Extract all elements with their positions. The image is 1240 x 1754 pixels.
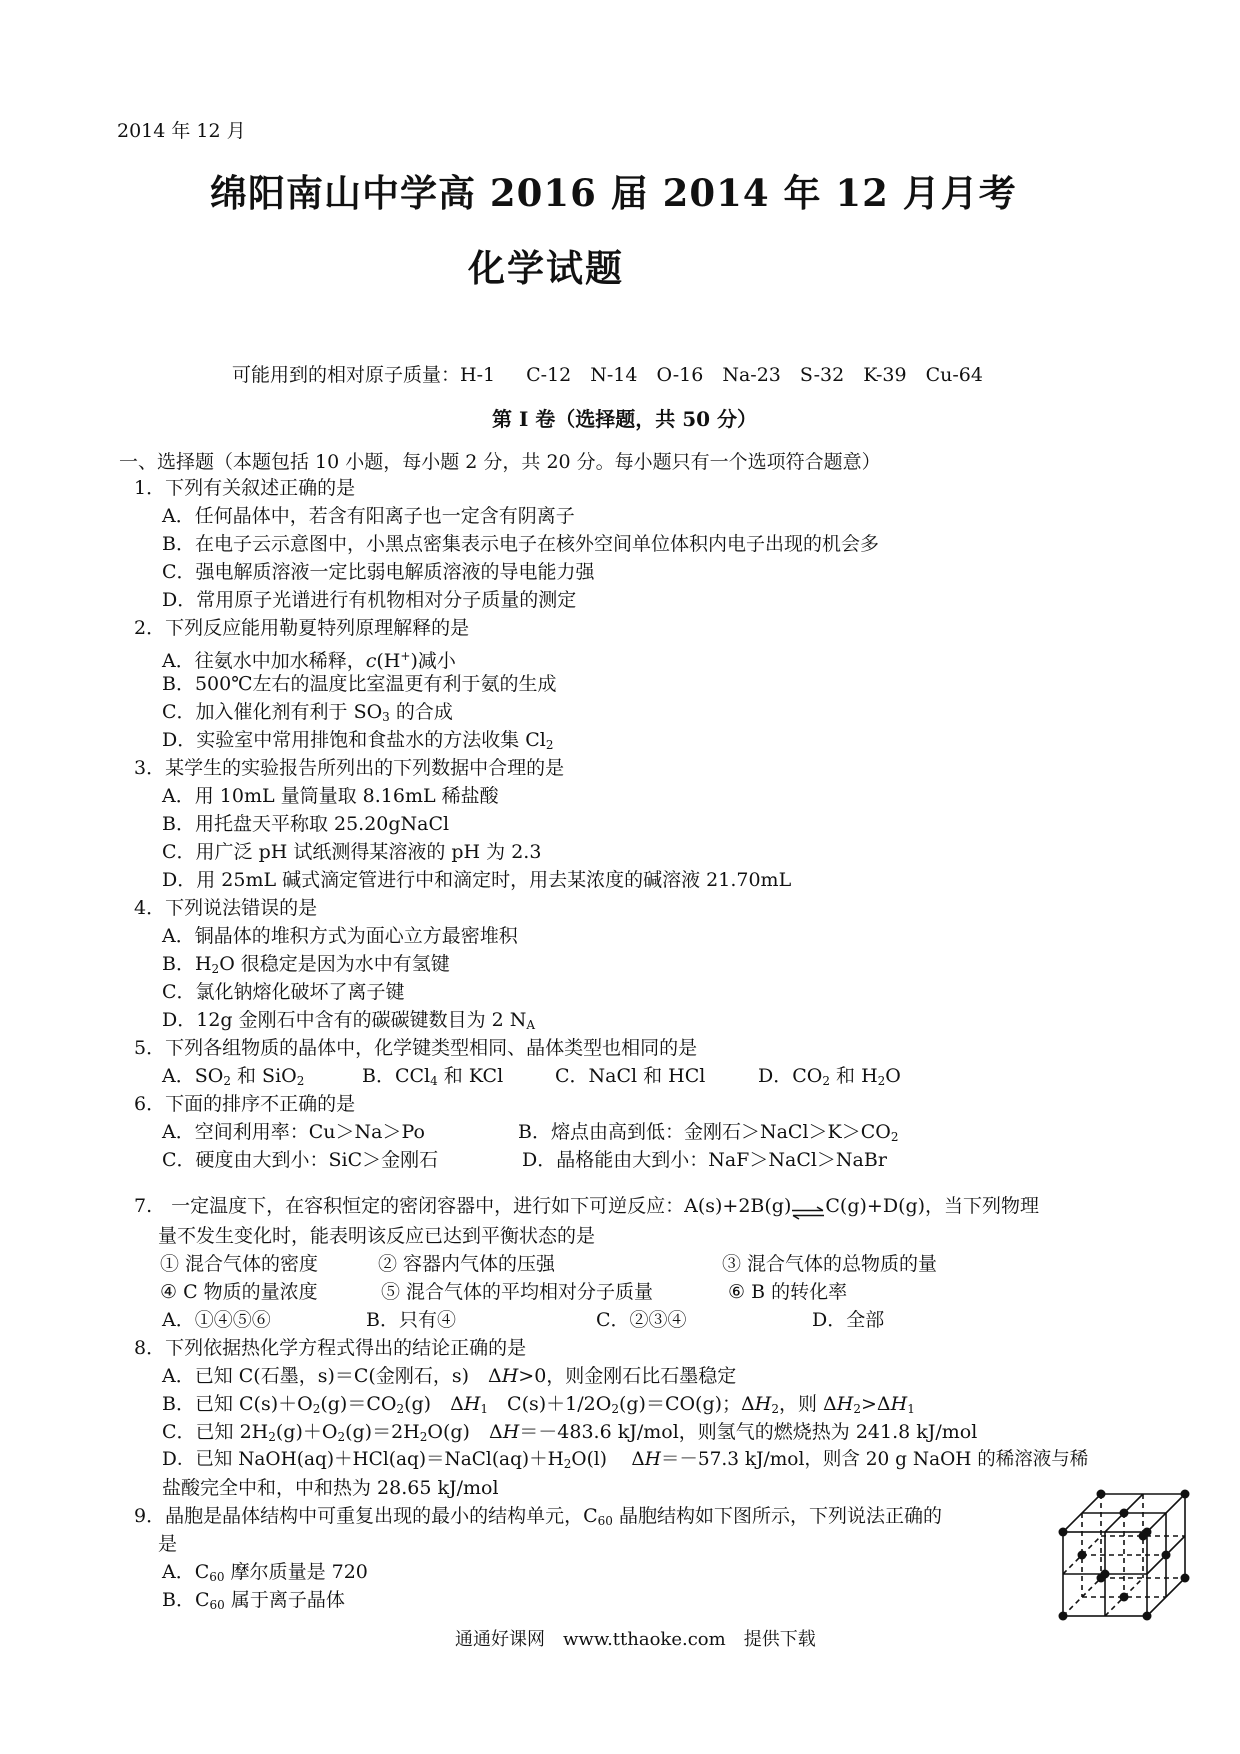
exam-title: 绵阳南山中学高 2016 届 2014 年 12 月月考 <box>210 171 1017 215</box>
section-one-heading: 一、选择题（本题包括 10 小题，每小题 2 分，共 20 分。每小题只有一个选项符合题意） <box>119 451 881 473</box>
exam-subject: 化学试题 <box>468 246 624 290</box>
q3-option-a: A．用 10mL 量筒量取 8.16mL 稀盐酸 <box>162 785 499 807</box>
q6-option-a: A．空间利用率：Cu＞Na＞Po <box>162 1121 425 1143</box>
atomic-masses: 可能用到的相对原子质量：H-1 C-12 N-14 O-16 Na-23 S-32 K-39 Cu-64 <box>232 364 983 386</box>
q6-option-d: D．晶格能由大到小：NaF＞NaCl＞NaBr <box>522 1149 887 1171</box>
q7-condition-5: ⑤ 混合气体的平均相对分子质量 <box>381 1281 654 1303</box>
q2-option-c: C．加入催化剂有利于 $SO_3$ 的合成 <box>162 701 453 724</box>
q3-option-d: D．用 25mL 碱式滴定管进行中和滴定时，用去某浓度的碱溶液 21.70mL <box>162 869 792 891</box>
q9-stem: 9．晶胞是晶体结构中可重复出现的最小的结构单元，$C_{60}$ 晶胞结构如下图所示，下列说法正确的 <box>134 1505 942 1528</box>
q4-option-d: D．12g 金刚石中含有的碳碳键数目为 2 $N_A$ <box>162 1009 536 1032</box>
q2-option-b: B．500℃左右的温度比室温更有利于氨的生成 <box>162 673 557 695</box>
q9-stem-cont: 是 <box>158 1533 178 1555</box>
q8-option-d: D．已知 $NaOH(aq)+HCl(aq)=NaCl(aq)+H_2O(l)$ ΔH＝－57.3 kJ/mol，则含 20 g NaOH 的稀溶液与稀 <box>162 1449 1089 1471</box>
q5-option-c: C．NaCl 和 HCl <box>555 1065 706 1087</box>
q5-option-a: A．$SO_2$ 和 SiO$_2$ <box>162 1065 305 1088</box>
q4-option-c: C．氯化钠熔化破坏了离子键 <box>162 981 405 1003</box>
c60-unit-cell-figure <box>1053 1484 1197 1622</box>
q6-option-c: C．硬度由大到小：SiC＞金刚石 <box>162 1149 439 1171</box>
q1-stem: 1．下列有关叙述正确的是 <box>134 477 356 499</box>
q7-condition-1: ① 混合气体的密度 <box>160 1253 319 1275</box>
q2-stem: 2．下列反应能用勒夏特列原理解释的是 <box>134 617 470 639</box>
q5-option-d: D．$CO_2$ 和 $H_2O$ <box>758 1065 901 1088</box>
q5-option-b: B．CCl$_4$ 和 KCl <box>362 1065 504 1088</box>
q4-stem: 4．下列说法错误的是 <box>134 897 318 919</box>
q7-condition-3: ③ 混合气体的总物质的量 <box>722 1253 938 1275</box>
q8-option-d-cont: 盐酸完全中和，中和热为 28.65 kJ/mol <box>162 1477 499 1499</box>
q7-option-d: D．全部 <box>812 1309 885 1331</box>
part-one-heading: 第 I 卷（选择题，共 50 分） <box>492 407 758 431</box>
q8-stem: 8．下列依据热化学方程式得出的结论正确的是 <box>134 1337 527 1359</box>
q5-stem: 5．下列各组物质的晶体中，化学键类型相同、晶体类型也相同的是 <box>134 1037 698 1059</box>
q1-option-d: D．常用原子光谱进行有机物相对分子质量的测定 <box>162 589 577 611</box>
q6-option-b: B．熔点由高到低：金刚石$>NaCl>K>CO_2$ <box>518 1121 899 1144</box>
q3-stem: 3．某学生的实验报告所列出的下列数据中合理的是 <box>134 757 565 779</box>
q7-condition-6: ⑥ B 的转化率 <box>728 1281 848 1303</box>
q1-option-a: A．任何晶体中，若含有阳离子也一定含有阴离子 <box>162 505 575 527</box>
q2-option-d: D．实验室中常用排饱和食盐水的方法收集 $Cl_2$ <box>162 729 554 752</box>
q7-condition-2: ② 容器内气体的压强 <box>378 1253 556 1275</box>
exam-date: 2014 年 12 月 <box>117 120 246 142</box>
q4-option-b: B．$H_2O$ 很稳定是因为水中有氢键 <box>162 953 450 976</box>
q7-stem: 7. 一定温度下，在容积恒定的密闭容器中，进行如下可逆反应：A(s)+2B(g) C(g)+D(g)，当下列物理 <box>134 1195 1040 1217</box>
q2-option-a: A．往氨水中加水稀释，c(H+)减小 <box>162 649 456 672</box>
q3-option-c: C．用广泛 pH 试纸测得某溶液的 pH 为 2.3 <box>162 841 542 863</box>
q7-option-c: C．②③④ <box>596 1309 687 1331</box>
footer-source: 通通好课网 www.tthaoke.com 提供下载 <box>455 1629 816 1650</box>
q7-condition-4: ④ C 物质的量浓度 <box>160 1281 318 1303</box>
q8-option-b: B．已知 $C(s)+O_2(g)=CO_2(g)$ $\Delta H_1$ $C(s)+1/2O_2(g)=CO(g)$；$\Delta H_2$，则 $\Delta H_2>\Delta H_1$ <box>162 1393 915 1416</box>
q7-stem-cont: 量不发生变化时，能表明该反应已达到平衡状态的是 <box>158 1225 596 1247</box>
q1-option-c: C．强电解质溶液一定比弱电解质溶液的导电能力强 <box>162 561 595 583</box>
q9-option-b: B．$C_{60}$ 属于离子晶体 <box>162 1589 345 1612</box>
q9-option-a: A．$C_{60}$ 摩尔质量是 720 <box>162 1561 368 1584</box>
q3-option-b: B．用托盘天平称取 25.20gNaCl <box>162 813 450 835</box>
q1-option-b: B．在电子云示意图中，小黑点密集表示电子在核外空间单位体积内电子出现的机会多 <box>162 533 879 555</box>
q8-option-c: C．已知 $2H_2(g)+O_2(g)=2H_2O(g)$ ΔH＝－483.6 kJ/mol，则氢气的燃烧热为 241.8 kJ/mol <box>162 1421 978 1444</box>
q8-option-a: A．已知 C(石墨，s)＝C(金刚石，s) ΔH>0，则金刚石比石墨稳定 <box>162 1365 737 1387</box>
reversible-arrow-icon <box>791 1200 825 1214</box>
q6-stem: 6．下面的排序不正确的是 <box>134 1093 356 1115</box>
q4-option-a: A．铜晶体的堆积方式为面心立方最密堆积 <box>162 925 518 947</box>
q7-option-b: B．只有④ <box>366 1309 456 1331</box>
q7-option-a: A．①④⑤⑥ <box>162 1309 271 1331</box>
